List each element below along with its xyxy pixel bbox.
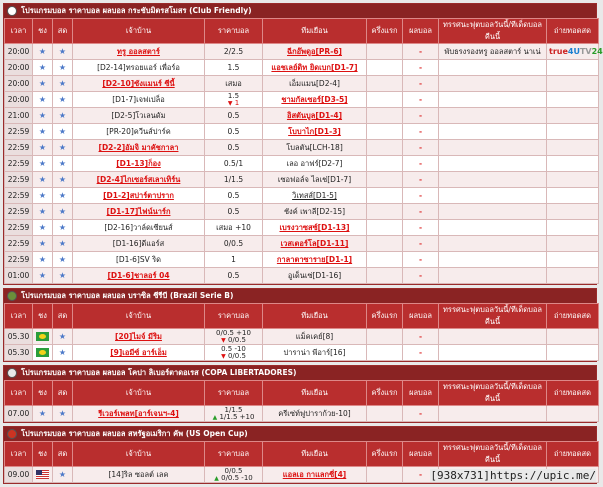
half-score	[367, 406, 403, 422]
table-row[interactable]	[5, 92, 599, 108]
odds: 2/2.5	[205, 44, 263, 60]
half-score	[367, 156, 403, 172]
col-half: ครึ่งแรก	[367, 381, 403, 406]
tv-channel	[547, 345, 599, 361]
away-team[interactable]: โบลตัน[LCH-18]	[263, 140, 367, 156]
live-star-icon[interactable]: ★	[53, 268, 73, 284]
live-star-icon[interactable]: ★	[53, 252, 73, 268]
match-time: 20:00	[5, 92, 33, 108]
section-header	[4, 4, 596, 18]
tv-channel	[547, 329, 599, 345]
football-icon	[7, 6, 17, 16]
half-score	[367, 252, 403, 268]
match-time: 22:59	[5, 204, 33, 220]
odds: เสมอ	[205, 76, 263, 92]
half-score	[367, 140, 403, 156]
live-star-icon[interactable]: ★	[53, 76, 73, 92]
result: -	[403, 60, 439, 76]
result: -	[403, 252, 439, 268]
result: -	[403, 345, 439, 361]
home-team[interactable]: [D1-6]SV ริด	[73, 252, 205, 268]
live-star-icon[interactable]: ★	[53, 92, 73, 108]
col-half: ครึ่งแรก	[367, 304, 403, 329]
tv-channel	[547, 406, 599, 422]
home-team[interactable]: [9]เอมีซ์ อาร์เอ็ม	[73, 345, 205, 361]
col-result: ผลบอล	[403, 304, 439, 329]
table-row[interactable]	[5, 220, 599, 236]
odds: 0.5	[205, 140, 263, 156]
result: -	[403, 156, 439, 172]
odds: 0.5	[205, 268, 263, 284]
tip[interactable]	[439, 268, 547, 284]
odds: 0.5 -10 ▼ 0/0.5	[205, 345, 263, 361]
col-tv: ถ่ายทอดสด	[547, 381, 599, 406]
tip[interactable]	[439, 172, 547, 188]
col-result: ผลบอล	[403, 442, 439, 467]
table-row[interactable]	[5, 406, 599, 422]
tv-channel	[547, 124, 599, 140]
home-team[interactable]: [D1-17]ไฟน์นาร์ก	[73, 204, 205, 220]
result: -	[403, 220, 439, 236]
league-logo-icon	[7, 429, 17, 439]
league-flag-icon: ★	[33, 44, 53, 60]
half-score	[367, 345, 403, 361]
table-row[interactable]	[5, 204, 599, 220]
col-live: สด	[53, 304, 73, 329]
result: -	[403, 268, 439, 284]
match-time: 22:59	[5, 140, 33, 156]
col-odds: ราคาบอล	[205, 19, 263, 44]
result: -	[403, 108, 439, 124]
match-time: 05.30	[5, 329, 33, 345]
tv-channel	[547, 220, 599, 236]
table-row[interactable]	[5, 172, 599, 188]
league-flag-icon: ★	[33, 268, 53, 284]
tip[interactable]	[439, 156, 547, 172]
result: -	[403, 140, 439, 156]
half-score	[367, 60, 403, 76]
odds: 0/0.5	[205, 236, 263, 252]
odds: 1/1.5 ▲ 1/1.5 +10	[205, 406, 263, 422]
half-score	[367, 172, 403, 188]
result: -	[403, 92, 439, 108]
result: -	[403, 76, 439, 92]
tip[interactable]	[439, 345, 547, 361]
league-flag-icon: ★	[33, 252, 53, 268]
live-star-icon[interactable]: ★	[53, 60, 73, 76]
live-star-icon[interactable]: ★	[53, 406, 73, 422]
tip[interactable]	[439, 406, 547, 422]
col-league: ชง	[33, 381, 53, 406]
away-team[interactable]: วิเทสส์[D1-5]	[263, 188, 367, 204]
col-away: ทีมเยือน	[263, 381, 367, 406]
away-team[interactable]: อิสตันบูล[D1-4]	[263, 108, 367, 124]
away-team[interactable]: กาลาตาซาราย[D1-1]	[263, 252, 367, 268]
tip[interactable]	[439, 188, 547, 204]
tv-channel	[547, 268, 599, 284]
odds: 0/0.5 ▲ 0/0.5 -10	[205, 467, 263, 483]
home-team[interactable]: [D1-16]ดีแอร์ส	[73, 236, 205, 252]
fixtures-container	[3, 3, 603, 487]
col-home: เจ้าบ้าน	[73, 381, 205, 406]
col-tv: ถ่ายทอดสด	[547, 304, 599, 329]
col-tv: ถ่ายทอดสด	[547, 19, 599, 44]
col-home: เจ้าบ้าน	[73, 19, 205, 44]
section-header	[4, 427, 596, 441]
col-time: เวลา	[5, 304, 33, 329]
col-time: เวลา	[5, 381, 33, 406]
result: -	[403, 188, 439, 204]
col-time: เวลา	[5, 19, 33, 44]
match-time: 22:59	[5, 124, 33, 140]
odds: เสมอ +10	[205, 220, 263, 236]
match-time: 09.00	[5, 467, 33, 483]
away-team[interactable]: โบบาไก[D1-3]	[263, 124, 367, 140]
half-score	[367, 268, 403, 284]
tv-channel	[547, 140, 599, 156]
col-away: ทีมเยือน	[263, 304, 367, 329]
match-time: 22:59	[5, 220, 33, 236]
half-score	[367, 76, 403, 92]
away-team[interactable]: ชังค์ เพาลี[D2-15]	[263, 204, 367, 220]
tip[interactable]	[439, 76, 547, 92]
table-row[interactable]	[5, 188, 599, 204]
match-time: 07.00	[5, 406, 33, 422]
home-team[interactable]: รีเวอร์เพลท[อาร์เจนฯ-4]	[73, 406, 205, 422]
brazil-flag-icon	[33, 345, 53, 361]
section-header	[4, 289, 596, 303]
half-score	[367, 44, 403, 60]
league-flag-icon: ★	[33, 236, 53, 252]
tip[interactable]	[439, 92, 547, 108]
home-team[interactable]: [20]ไมจ์ มีริม	[73, 329, 205, 345]
match-time: 01:00	[5, 268, 33, 284]
odds: 1	[205, 252, 263, 268]
away-team[interactable]: ครีเซ่ท์ฟูปาราก้วย-10]	[263, 406, 367, 422]
col-tips: ทรรศนะฟุตบอลวันนี้/ทีเด็ดบอลคืนนี้	[439, 442, 547, 467]
odds: 0.5	[205, 124, 263, 140]
away-team[interactable]: เซอฟอล์จ ไลเช่[D1-7]	[263, 172, 367, 188]
away-team[interactable]: เอ็มแมน[D2-4]	[263, 76, 367, 92]
live-star-icon[interactable]: ★	[53, 204, 73, 220]
col-result: ผลบอล	[403, 381, 439, 406]
live-star-icon[interactable]: ★	[53, 172, 73, 188]
league-flag-icon: ★	[33, 156, 53, 172]
half-score	[367, 108, 403, 124]
live-star-icon[interactable]: ★	[53, 188, 73, 204]
col-home: เจ้าบ้าน	[73, 442, 205, 467]
tv-channel	[547, 188, 599, 204]
home-team[interactable]: [D2-10]ซังแมนร์ ซีนี้	[73, 76, 205, 92]
home-team[interactable]: [D2-5]โวเลนดัม	[73, 108, 205, 124]
tip[interactable]	[439, 140, 547, 156]
col-live: สด	[53, 442, 73, 467]
table-row[interactable]	[5, 236, 599, 252]
odds: 0.5	[205, 188, 263, 204]
col-tips: ทรรศนะฟุตบอลวันนี้/ทีเด็ดบอลคืนนี้	[439, 19, 547, 44]
away-team[interactable]: อูเด็นเซ่[D1-16]	[263, 268, 367, 284]
tip[interactable]	[439, 236, 547, 252]
half-score	[367, 204, 403, 220]
fixtures-table	[4, 18, 603, 284]
away-team[interactable]: เวสเตอร์โล[D1-11]	[263, 236, 367, 252]
col-live: สด	[53, 381, 73, 406]
match-time: 22:59	[5, 172, 33, 188]
home-team[interactable]: [D2-4]ไกเซอร์สเลาเทิร์น	[73, 172, 205, 188]
tv-channel	[547, 204, 599, 220]
col-odds: ราคาบอล	[205, 381, 263, 406]
league-flag-icon: ★	[33, 220, 53, 236]
tv-channel-icon[interactable]: true4UTV24	[547, 44, 599, 60]
league-logo-icon	[7, 291, 17, 301]
col-tips: ทรรศนะฟุตบอลวันนี้/ทีเด็ดบอลคืนนี้	[439, 381, 547, 406]
table-row[interactable]	[5, 76, 599, 92]
fixtures-table	[4, 380, 599, 422]
result: -	[403, 172, 439, 188]
match-time: 22:59	[5, 236, 33, 252]
col-away: ทีมเยือน	[263, 442, 367, 467]
away-team[interactable]: ฉีกอ๊พดูอ[PR-6]	[263, 44, 367, 60]
league-flag-icon: ★	[33, 124, 53, 140]
table-header-row	[5, 381, 599, 406]
tip[interactable]	[439, 252, 547, 268]
live-star-icon[interactable]: ★	[53, 156, 73, 172]
match-time: 20:00	[5, 60, 33, 76]
col-away: ทีมเยือน	[263, 19, 367, 44]
tv-channel	[547, 108, 599, 124]
odds: 1.5 ▼ 1	[205, 92, 263, 108]
league-flag-icon: ★	[33, 108, 53, 124]
table-row[interactable]	[5, 156, 599, 172]
tip[interactable]	[439, 108, 547, 124]
away-team[interactable]: แอลเอ กาแลกซี่[4]	[263, 467, 367, 483]
league-flag-icon: ★	[33, 76, 53, 92]
league-flag-icon: ★	[33, 406, 53, 422]
result: -	[403, 236, 439, 252]
tip[interactable]	[439, 329, 547, 345]
odds: 1/1.5	[205, 172, 263, 188]
odds: 0/0.5 +10 ▼ 0/0.5	[205, 329, 263, 345]
table-row[interactable]	[5, 345, 599, 361]
col-half: ครึ่งแรก	[367, 442, 403, 467]
league-flag-icon: ★	[33, 188, 53, 204]
odds: 0.5	[205, 204, 263, 220]
table-row[interactable]	[5, 60, 599, 76]
result: -	[403, 124, 439, 140]
league-flag-icon: ★	[33, 140, 53, 156]
league-flag-icon: ★	[33, 204, 53, 220]
table-row[interactable]	[5, 108, 599, 124]
table-row[interactable]	[5, 329, 599, 345]
match-time: 22:59	[5, 252, 33, 268]
home-team[interactable]: ทรู ออลสตาร์	[73, 44, 205, 60]
tip[interactable]	[439, 124, 547, 140]
table-row[interactable]	[5, 140, 599, 156]
section-title: โปรแกรมบอล ราคาบอล ผลบอล สหรัฐอเมริกา คัพ (US Open Cup)	[21, 429, 248, 438]
col-result: ผลบอล	[403, 19, 439, 44]
col-odds: ราคาบอล	[205, 304, 263, 329]
odds: 0.5	[205, 108, 263, 124]
home-team[interactable]: [PR-20]ควีนส์ปาร์ค	[73, 124, 205, 140]
live-star-icon[interactable]: ★	[53, 220, 73, 236]
live-star-icon[interactable]: ★	[53, 236, 73, 252]
match-time: 22:59	[5, 156, 33, 172]
half-score	[367, 188, 403, 204]
usa-flag-icon	[33, 467, 53, 483]
live-star-icon[interactable]: ★	[53, 329, 73, 345]
odds: 0.5/1	[205, 156, 263, 172]
half-score	[367, 220, 403, 236]
match-time: 21:00	[5, 108, 33, 124]
tv-channel	[547, 172, 599, 188]
tv-channel	[547, 252, 599, 268]
section-header	[4, 366, 596, 380]
half-score	[367, 467, 403, 483]
home-team[interactable]: [D1-13]ก็อง	[73, 156, 205, 172]
section-title: โปรแกรมบอล ราคาบอล ผลบอล โคปา ลิเบอร์ตาดอเรส (COPA LIBERTADORES)	[21, 368, 297, 377]
half-score	[367, 124, 403, 140]
live-star-icon[interactable]: ★	[53, 44, 73, 60]
half-score	[367, 92, 403, 108]
col-league: ชง	[33, 304, 53, 329]
table-header-row	[5, 442, 599, 467]
col-tips: ทรรศนะฟุตบอลวันนี้/ทีเด็ดบอลคืนนี้	[439, 304, 547, 329]
live-star-icon[interactable]: ★	[53, 108, 73, 124]
odds: 1.5	[205, 60, 263, 76]
live-star-icon[interactable]: ★	[53, 140, 73, 156]
col-tv: ถ่ายทอดสด	[547, 442, 599, 467]
league-flag-icon: ★	[33, 172, 53, 188]
home-team[interactable]: [D2-16]วาล์ดเซียนส์	[73, 220, 205, 236]
tip[interactable]	[439, 60, 547, 76]
match-time: 20:00	[5, 76, 33, 92]
away-team[interactable]: ปาราน่า พีอาร์[16]	[263, 345, 367, 361]
result: -	[403, 204, 439, 220]
live-star-icon[interactable]: ★	[53, 467, 73, 483]
result: -	[403, 406, 439, 422]
col-odds: ราคาบอล	[205, 442, 263, 467]
away-team[interactable]: เบรงวาซสซ์[D1-13]	[263, 220, 367, 236]
match-time: 05.30	[5, 345, 33, 361]
tip[interactable]	[439, 204, 547, 220]
home-team[interactable]: [D1-6]ชาลอร์ 04	[73, 268, 205, 284]
match-time: 22:59	[5, 188, 33, 204]
half-score	[367, 329, 403, 345]
away-team[interactable]: ชามกัลเซอร์[D3-5]	[263, 92, 367, 108]
col-half: ครึ่งแรก	[367, 19, 403, 44]
result: -	[403, 44, 439, 60]
section-title: โปรแกรมบอล ราคาบอล ผลบอล กระชับมิตรสโมสร (Club Friendly)	[21, 6, 252, 15]
tv-channel	[547, 60, 599, 76]
table-header-row	[5, 304, 599, 329]
result: -	[403, 467, 439, 483]
col-home: เจ้าบ้าน	[73, 304, 205, 329]
tip[interactable]: พับธรงรองทรู ออลสตาร์ นาเน่	[439, 44, 547, 60]
table-row[interactable]	[5, 44, 599, 60]
tv-channel	[547, 156, 599, 172]
tv-channel	[547, 236, 599, 252]
col-league: ชง	[33, 19, 53, 44]
section-title: โปรแกรมบอล ราคาบอล ผลบอล บราซิล ซีรีบี (Brazil Serie B)	[21, 291, 234, 300]
tv-channel	[547, 76, 599, 92]
away-team[interactable]: แม็คเคย์[8]	[263, 329, 367, 345]
section-club-friendly	[3, 3, 603, 285]
home-team[interactable]: [D1-2]สปาร์ตาปราก	[73, 188, 205, 204]
table-row[interactable]	[5, 252, 599, 268]
live-star-icon[interactable]: ★	[53, 124, 73, 140]
league-flag-icon: ★	[33, 60, 53, 76]
home-team[interactable]: [D2-14]ทรอยแอร์ เพื่อร์อ	[73, 60, 205, 76]
result: -	[403, 329, 439, 345]
fixtures-table	[4, 303, 599, 361]
table-row[interactable]	[5, 124, 599, 140]
league-logo-icon	[7, 368, 17, 378]
tip[interactable]	[439, 220, 547, 236]
home-team[interactable]: [D2-2]อัมจิ มาคัชกาลา	[73, 140, 205, 156]
tv-channel	[547, 92, 599, 108]
section-copa-libertadores	[3, 365, 597, 423]
live-star-icon[interactable]: ★	[53, 345, 73, 361]
section-brazil-serie-b	[3, 288, 597, 362]
away-team[interactable]: เลอ อาฟร์[D2-7]	[263, 156, 367, 172]
away-team[interactable]: แอชเลย์ดิท ยิดเบก[D1-7]	[263, 60, 367, 76]
table-row[interactable]	[5, 268, 599, 284]
home-team[interactable]: [D1-7]เจฟเปล็อ	[73, 92, 205, 108]
brazil-flag-icon	[33, 329, 53, 345]
col-time: เวลา	[5, 442, 33, 467]
watermark-text: [938x731]https://upic.me/	[430, 469, 596, 482]
half-score	[367, 236, 403, 252]
home-team[interactable]: [14]ริล ซอลต์ เลค	[73, 467, 205, 483]
table-header-row	[5, 19, 599, 44]
col-league: ชง	[33, 442, 53, 467]
col-live: สด	[53, 19, 73, 44]
league-flag-icon: ★	[33, 92, 53, 108]
match-time: 20:00	[5, 44, 33, 60]
